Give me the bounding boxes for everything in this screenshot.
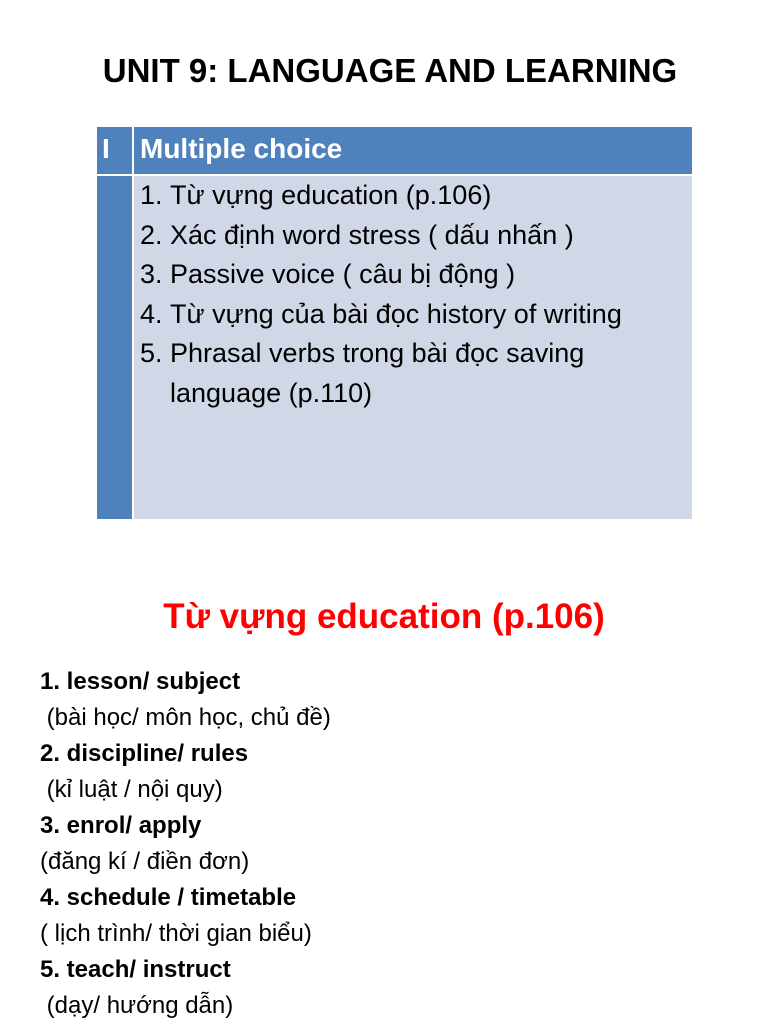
topic-item-number: 1.	[140, 180, 163, 210]
vocab-term: 5. teach/ instruct	[40, 956, 231, 983]
table-header-number: I	[97, 127, 132, 174]
vocab-meaning: (dạy/ hướng dẫn)	[40, 992, 234, 1019]
topic-table	[97, 127, 692, 519]
topic-item-text: Passive voice ( câu bị động )	[170, 259, 516, 289]
vocab-meaning: ( lịch trình/ thời gian biểu)	[40, 920, 312, 947]
vocab-meaning: (bài học/ môn học, chủ đề)	[40, 704, 331, 731]
topic-item-number: 4.	[140, 298, 163, 329]
section-heading: Từ vựng education (p.106)	[163, 597, 605, 636]
table-topic-cell	[134, 176, 692, 519]
topic-item-text: Từ vựng của bài đọc history of writing	[170, 298, 622, 329]
topic-item	[140, 176, 685, 216]
topic-item-number: 5.	[140, 338, 163, 368]
topic-item-text: Từ vựng education (p.106)	[170, 180, 492, 210]
topic-item-text: Xác định word stress ( dấu nhấn )	[170, 219, 574, 250]
table-header-title: Multiple choice	[134, 127, 692, 174]
vocab-term: 4. schedule / timetable	[40, 884, 297, 911]
topic-list	[140, 176, 685, 413]
vocabulary-list	[40, 664, 740, 1024]
topic-item	[140, 334, 685, 413]
vocab-term: 1. lesson/ subject	[40, 668, 241, 695]
topic-item-number: 2.	[140, 219, 163, 250]
topic-item-text: Phrasal verbs trong bài đọc saving language (p.110)	[170, 338, 585, 408]
page-title: UNIT 9: LANGUAGE AND LEARNING	[102, 52, 678, 89]
vocab-term: 2. discipline/ rules	[40, 740, 249, 767]
vocab-meaning: (đăng kí / điền đơn)	[40, 848, 250, 875]
vocab-term: 3. enrol/ apply	[40, 812, 202, 839]
topic-item	[140, 295, 685, 335]
topic-item-number: 3.	[140, 259, 163, 289]
table-number-column	[97, 176, 132, 519]
topic-item	[140, 216, 685, 256]
vocab-meaning: (kỉ luật / nội quy)	[40, 776, 223, 803]
topic-item	[140, 255, 685, 295]
